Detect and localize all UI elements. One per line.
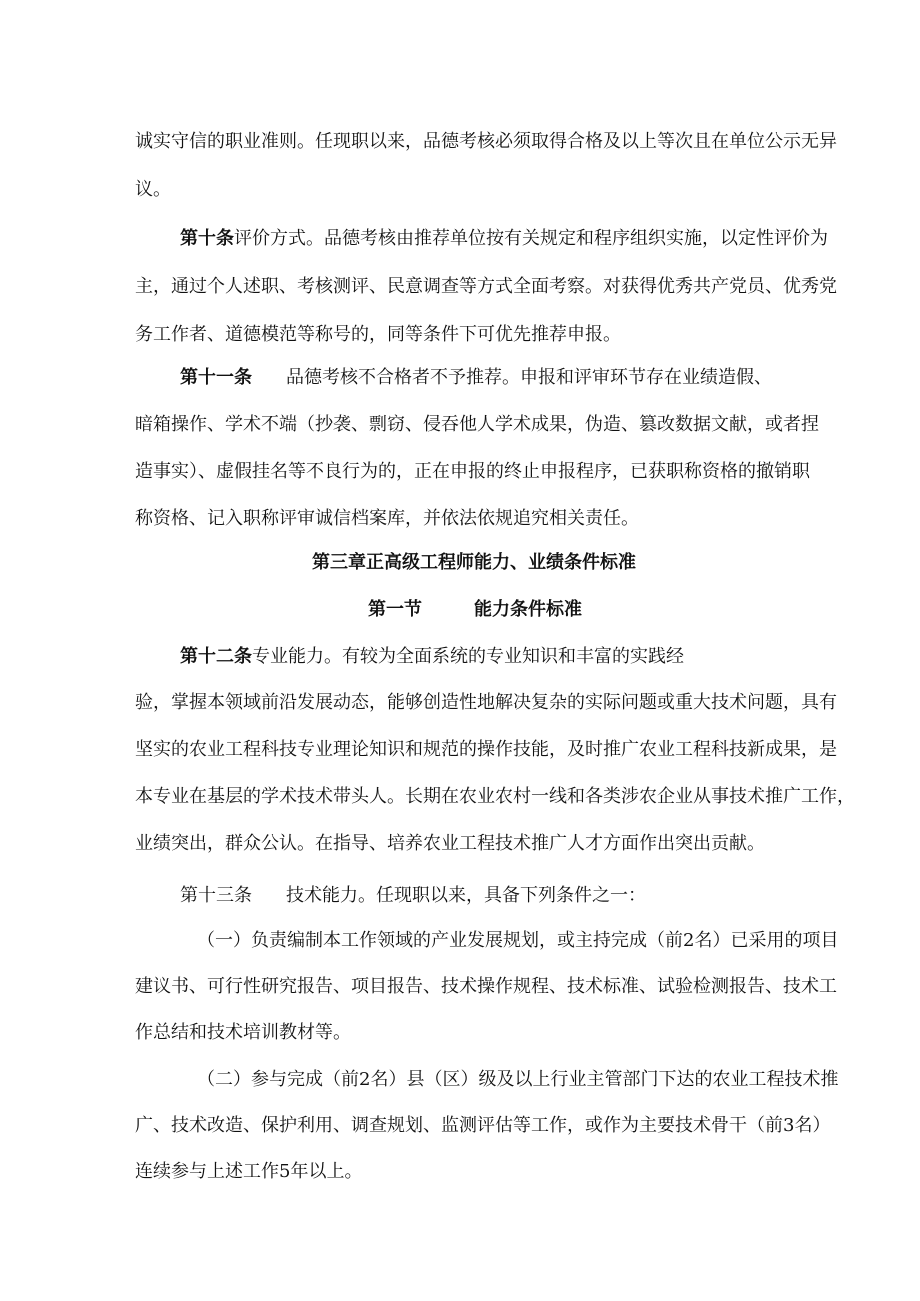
article-12-label: 第十二条 (180, 646, 252, 667)
article-13-text: 技术能力。任现职以来，具备下列条件之一： (286, 885, 646, 906)
paragraph-line: 务工作者、道德模范等称号的，同等条件下可优先推荐申报。 (135, 324, 621, 345)
list-item-line: （二）参与完成（前2名）县（区）级及以上行业主管部门下达的农业工程技术推 (197, 1069, 839, 1090)
paragraph-line: 建议书、可行性研究报告、项目报告、技术操作规程、技术标准、试验检测报告、技术工 (135, 976, 837, 997)
paragraph-line: 验，掌握本领域前沿发展动态，能够创造性地解决复杂的实际问题或重大技术问题，具有 (135, 692, 837, 713)
paragraph-line: 造事实）、虚假挂名等不良行为的，正在申报的终止申报程序，已获职称资格的撤销职 (135, 461, 810, 482)
paragraph-line: 作总结和技术培训教材等。 (135, 1022, 351, 1043)
paragraph-line: 主，通过个人述职、考核测评、民意调查等方式全面考察。对获得优秀共产党员、优秀党 (135, 276, 837, 297)
article-10-label: 第十条 (180, 228, 234, 249)
article-13-line (180, 884, 646, 908)
section-number: 第一节 (368, 599, 422, 620)
article-13-label: 第十三条 (180, 885, 252, 906)
list-item-line: （一）负责编制本工作领域的产业发展规划，或主持完成（前2名）已采用的项目 (197, 930, 839, 951)
paragraph-line: 称资格、记入职称评审诚信档案库，并依法依规追究相关责任。 (135, 508, 639, 529)
paragraph-line: 本专业在基层的学术技术带头人。长期在农业农村一线和各类涉农企业从事技术推广工作， (135, 786, 855, 807)
article-10-line (180, 227, 828, 251)
paragraph-line: 诚实守信的职业准则。任现职以来，品德考核必须取得合格及以上等次且在单位公示无异 (135, 131, 837, 152)
article-10-text: 评价方式。品德考核由推荐单位按有关规定和程序组织实施，以定性评价为 (234, 228, 828, 249)
article-11-line (180, 366, 772, 390)
paragraph-line: 议。 (135, 179, 171, 200)
chapter-heading: 第三章正高级工程师能力、业绩条件标准 (312, 552, 636, 573)
paragraph-line: 业绩突出，群众公认。在指导、培养农业工程技术推广人才方面作出突出贡献。 (135, 833, 765, 854)
paragraph-line: 暗箱操作、学术不端（抄袭、剽窃、侵吞他人学术成果，伪造、篡改数据文献，或者捏 (135, 414, 819, 435)
article-11-label: 第十一条 (180, 367, 252, 388)
paragraph-line: 广、技术改造、保护利用、调查规划、监测评估等工作，或作为主要技术骨干（前3名） (135, 1115, 831, 1136)
section-title: 能力条件标准 (474, 599, 582, 620)
article-11-text: 品德考核不合格者不予推荐。申报和评审环节存在业绩造假、 (286, 367, 772, 388)
article-12-text: 专业能力。有较为全面系统的专业知识和丰富的实践经 (252, 646, 684, 667)
paragraph-line: 坚实的农业工程科技专业理论知识和规范的操作技能，及时推广农业工程科技新成果，是 (135, 739, 837, 760)
article-12-line (180, 645, 684, 669)
section-heading (368, 598, 582, 622)
paragraph-line: 连续参与上述工作5年以上。 (135, 1161, 363, 1182)
